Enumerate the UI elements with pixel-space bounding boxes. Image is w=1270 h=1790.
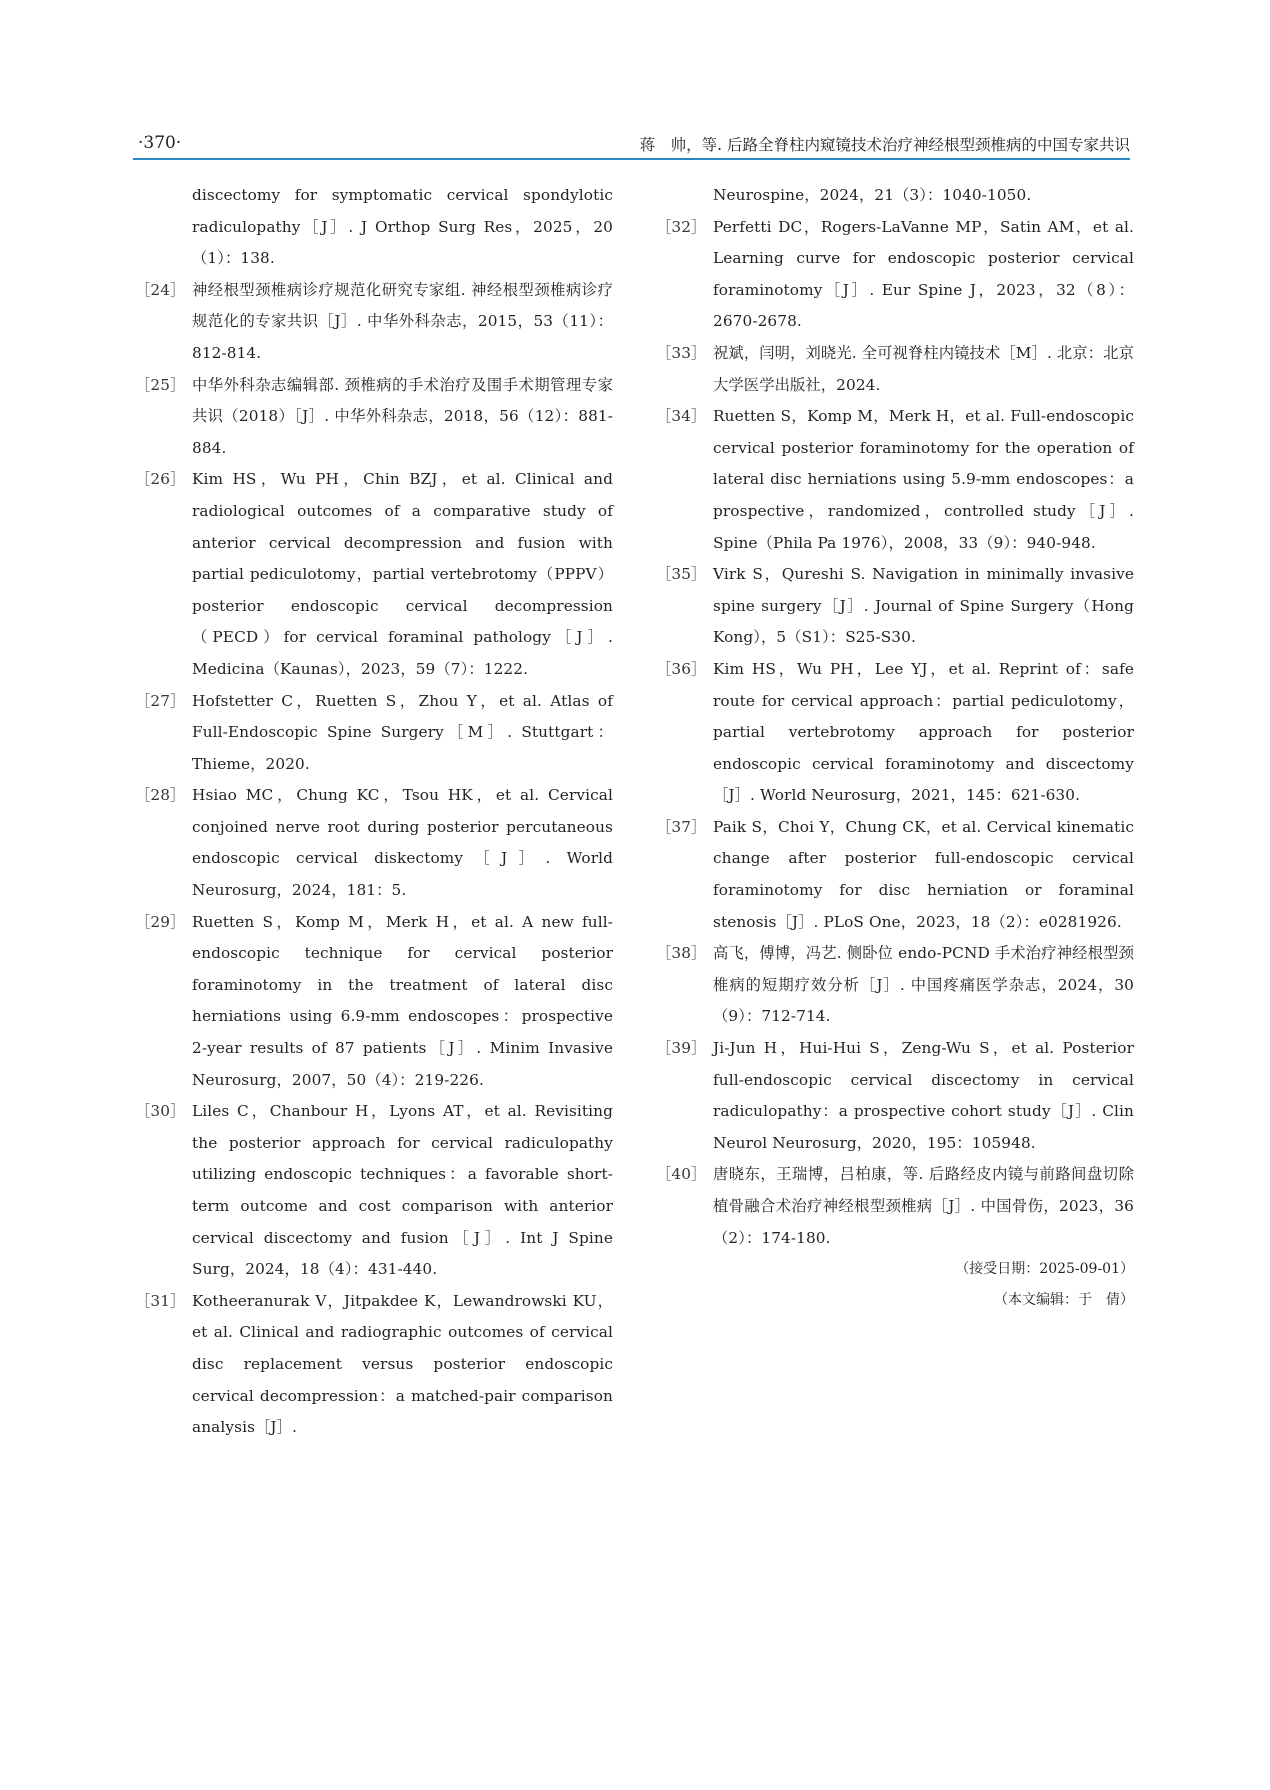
reference-text: 神经根型颈椎病诊疗规范化研究专家组. 神经根型颈椎病诊疗规范化的专家共识［J］. 中华外科杂志，2015，53（11）：812-814. (192, 280, 613, 362)
reference-number: ［28］ (135, 786, 186, 805)
accepted-date: （接受日期：2025-09-01） (955, 1261, 1134, 1278)
reference-item (135, 780, 613, 906)
reference-text: Kotheeranurak V，Jitpakdee K，Lewandrowski KU，et al. Clinical and radiographic outcomes of cervical disc replacement versus posterior endoscopic cervical decompression：a matched-pair comparison analysis［J］. (192, 1291, 613, 1437)
reference-text: 唐晓东，王瑞博，吕柏康，等. 后路经皮内镜与前路间盘切除植骨融合术治疗神经根型颈椎病［J］. 中国骨伤，2023，36（2）：174-180. (713, 1165, 1134, 1247)
header-rule (133, 158, 1130, 160)
reference-number: ［26］ (135, 470, 186, 489)
reference-text: Kim HS，Wu PH，Chin BZJ，et al. Clinical and radiological outcomes of a comparative study of anterior cervical decompression and fusion with partial pediculotomy，partial vertebrotomy（PPPV）posterior endoscopic cervical decompression（PECD）for cervical foraminal pathology［J］. Medicina（Kaunas），2023，59（7）：1222. (192, 470, 613, 678)
reference-number: ［39］ (656, 1039, 707, 1058)
reference-number: ［27］ (135, 691, 186, 710)
reference-number: ［36］ (656, 659, 707, 678)
reference-item (656, 338, 1134, 401)
reference-continuation: Neurospine，2024，21（3）：1040-1050. (713, 186, 1032, 204)
reference-number: ［31］ (135, 1291, 186, 1310)
reference-text: Paik S，Choi Y，Chung CK，et al. Cervical kinematic change after posterior full-endoscopic cervical foraminotomy for disc herniation or foraminal stenosis［J］. PLoS One，2023，18（2）：e0281926. (713, 817, 1134, 931)
reference-text: Kim HS，Wu PH，Lee YJ，et al. Reprint of：safe route for cervical approach：partial pediculotomy，partial vertebrotomy approach for posterior endoscopic cervical foraminotomy and discectomy［J］. World Neurosurg，2021，145：621-630. (713, 659, 1134, 805)
reference-number: ［33］ (656, 343, 707, 362)
reference-text: 中华外科杂志编辑部. 颈椎病的手术治疗及围手术期管理专家共识（2018）［J］. 中华外科杂志，2018，56（12）：881-884. (192, 375, 613, 457)
reference-number: ［30］ (135, 1102, 186, 1121)
reference-item (135, 1286, 613, 1444)
reference-text: Ruetten S，Komp M，Merk H，et al. Full-endoscopic cervical posterior foraminotomy for the operation of lateral disc herniations using 5.9-mm endoscopes：a prospective，randomized，controlled study［J］. Spine（Phila Pa 1976），2008，33（9）：940-948. (713, 407, 1134, 552)
reference-number: ［29］ (135, 912, 186, 931)
reference-item (656, 401, 1134, 559)
reference-number: ［35］ (656, 565, 707, 584)
reference-item (135, 370, 613, 465)
reference-item (135, 907, 613, 1097)
reference-column-left (135, 180, 613, 1444)
reference-number: ［38］ (656, 944, 707, 963)
reference-item (135, 464, 613, 685)
reference-text: Hofstetter C，Ruetten S，Zhou Y，et al. Atlas of Full-Endoscopic Spine Surgery［M］. Stuttgart：Thieme，2020. (192, 691, 613, 773)
reference-text: 高飞，傅博，冯艺. 侧卧位 endo-PCND 手术治疗神经根型颈椎病的短期疗效分析［J］. 中国疼痛医学杂志，2024，30（9）：712-714. (713, 944, 1134, 1026)
reference-item (656, 1159, 1134, 1254)
reference-column-right (656, 180, 1134, 1316)
reference-number: ［25］ (135, 375, 186, 394)
reference-item (656, 938, 1134, 1033)
reference-text: Ji-Jun H，Hui-Hui S，Zeng-Wu S，et al. Posterior full-endoscopic cervical discectomy in cervical radiculopathy：a prospective cohort study［J］. Clin Neurol Neurosurg，2020，195：105948. (713, 1039, 1134, 1152)
reference-number: ［24］ (135, 280, 186, 299)
reference-text: Virk S，Qureshi S. Navigation in minimally invasive spine surgery［J］. Journal of Spine Surgery（Hong Kong），5（S1）：S25-S30. (713, 565, 1134, 647)
reference-number: ［34］ (656, 407, 707, 426)
reference-text: 祝斌，闫明，刘晓光. 全可视脊柱内镜技术［M］. 北京：北京大学医学出版社，2024. (713, 343, 1134, 394)
editor-note: （本文编辑：于 倩） (994, 1292, 1134, 1309)
reference-number: ［32］ (656, 217, 707, 236)
reference-text: Perfetti DC，Rogers-LaVanne MP，Satin AM，et al. Learning curve for endoscopic posterior cervical foraminotomy［J］. Eur Spine J，2023，32（8）：2670-2678. (713, 217, 1134, 331)
reference-number: ［40］ (656, 1165, 707, 1184)
reference-text: Ruetten S，Komp M，Merk H，et al. A new full-endoscopic technique for cervical posterior foraminotomy in the treatment of lateral disc herniations using 6.9-mm endoscopes：prospective 2-year results of 87 patients［J］. Minim Invasive Neurosurg，2007，50（4）：219-226. (192, 912, 613, 1089)
reference-item (656, 212, 1134, 338)
reference-item (656, 1033, 1134, 1159)
reference-item (135, 1096, 613, 1286)
reference-item (656, 654, 1134, 812)
page-header (135, 133, 1130, 159)
reference-number: ［37］ (656, 817, 707, 836)
reference-text: Hsiao MC，Chung KC，Tsou HK，et al. Cervical conjoined nerve root during posterior percutaneous endoscopic cervical diskectomy［J］. World Neurosurg，2024，181：5. (192, 786, 613, 900)
reference-item (656, 812, 1134, 938)
reference-text: Liles C，Chanbour H，Lyons AT，et al. Revisiting the posterior approach for cervical radiculopathy utilizing endoscopic techniques：a favorable short-term outcome and cost comparison with anterior cervical discectomy and fusion［J］. Int J Spine Surg，2024，18（4）：431-440. (192, 1102, 613, 1279)
running-title: 蒋 帅，等. 后路全脊柱内窥镜技术治疗神经根型颈椎病的中国专家共识 (639, 136, 1130, 154)
page-number: ·370· (138, 133, 182, 153)
reference-item (656, 559, 1134, 654)
reference-item (135, 275, 613, 370)
reference-item (135, 686, 613, 781)
reference-continuation: discectomy for symptomatic cervical spondylotic radiculopathy［J］. J Orthop Surg Res，2025，20（1）：138. (192, 186, 613, 268)
